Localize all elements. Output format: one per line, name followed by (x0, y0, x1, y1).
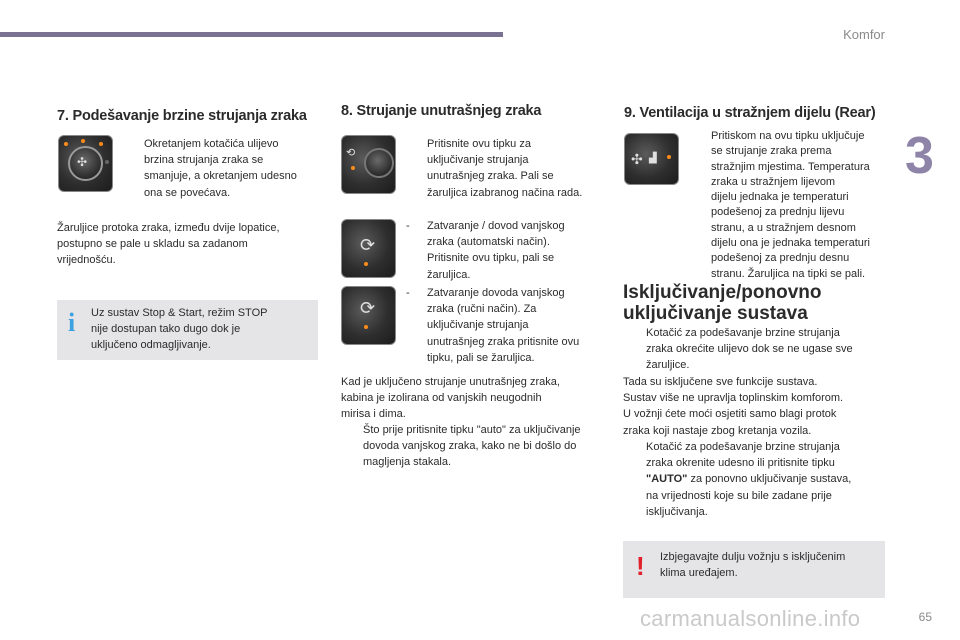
system-off-on-title: Isključivanje/ponovno uključivanje sustava (623, 282, 822, 324)
section-9-title: 9. Ventilacija u stražnjem dijelu (Rear) (624, 105, 876, 121)
info-icon: i (68, 308, 76, 337)
auto-recirculation-icon: ⟳ (360, 235, 376, 255)
warning-note-text: Izbjegavajte dulju vožnju s isključenim klima uređajem. (660, 551, 846, 580)
manual-recirculation-icon: ⟳ (360, 298, 376, 318)
recirculation-icon: ⟲ (346, 147, 356, 159)
rear-ventilation-button-image (624, 133, 679, 185)
section-9-item-text: Pritiskom na ovu tipku uključuje se strujanje zraka prema stražnjim mjestima. Temperatura zraka u stražnjem lijevom dijelu jednaka je temperaturi podešenoj za prednju lijevu stranu, a u stražnjem desnom dijelu ona je jednaka temperaturi podešenoj za prednju desnu stranu. Žaruljica na tipki se pali. (711, 130, 870, 280)
dash-marker: - (406, 220, 410, 232)
system-off-paragraph: Tada su isključene sve funkcije sustava. Sustav više ne upravlja toplinskim komforom. U vožnji ćete moći osjetiti samo blagi protok zraka koji nastaje zbog kretanja vozila. (623, 376, 844, 437)
section-8-item-2-text: Zatvaranje / dovod vanjskog zraka (automatski način). Pritisnite ovu tipku, pali se žaruljica. (427, 220, 565, 281)
recirculation-button-image (341, 135, 396, 194)
info-note-box (57, 300, 318, 360)
system-off-bullet-text: Kotačić za podešavanje brzine strujanja zraka okrećite ulijevo dok se ne ugase sve žaruljice. (646, 327, 853, 372)
chapter-number: 3 (905, 127, 934, 185)
header-accent-bar (0, 32, 503, 37)
section-8-item-1-text: Pritisnite ovu tipku za uključivanje strujanja unutrašnjeg zraka. Pali se žaruljica izabranog načina rada. (427, 138, 583, 199)
dash-marker: - (406, 287, 410, 299)
warning-note-box (623, 541, 885, 598)
section-7-paragraph: Žaruljice protoka zraka, između dvije lopatice, postupno se pale u skladu sa zadanom vrijednošću. (57, 222, 280, 267)
section-8-bullet-2-text: Što prije pritisnite tipku "auto" za uključivanje dovoda vanjskog zraka, kako ne bi došlo do magljenja stakala. (363, 424, 581, 469)
warning-icon: ! (636, 551, 645, 581)
info-note-text: Uz sustav Stop & Start, režim STOP nije dostupan tako dugo dok je uključeno odmagljivanje. (91, 307, 268, 352)
section-8-paragraph: Kad je uključeno strujanje unutrašnjeg zraka, kabina je izolirana od vanjskih neugodnih mirisa i dima. (341, 376, 560, 421)
fan-speed-dial-image (58, 135, 113, 192)
rear-seat-icon: ▟ (649, 153, 657, 164)
section-label: Komfor (843, 27, 885, 42)
section-8-title: 8. Strujanje unutrašnjeg zraka (341, 103, 542, 119)
section-7-bullet-text: Okretanjem kotačića ulijevo brzina strujanja zraka se smanjuje, a okretanjem udesno ona se povećava. (144, 138, 297, 199)
watermark: carmanualsonline.info (640, 606, 861, 631)
rear-fan-icon: ✣ (631, 151, 643, 167)
fan-icon: ✣ (77, 155, 88, 169)
page-number: 65 (918, 610, 932, 624)
manual-recirculation-button-image (341, 286, 396, 345)
auto-recirculation-button-image (341, 219, 396, 278)
system-on-bullet-text: Kotačić za podešavanje brzine strujanja zraka okrenite udesno ili pritisnite tipku "AUTO" za ponovno uključivanje sustava, na vrijednosti koje su bile zadane prije isključivanja. (646, 441, 852, 518)
section-7-title: 7. Podešavanje brzine strujanja zraka (57, 108, 307, 124)
auto-label: "AUTO" (646, 473, 688, 486)
section-8-item-3-text: Zatvaranje dovoda vanjskog zraka (ručni način). Za uključivanje strujanja unutrašnjeg zraka pritisnite ovu tipku, pali se žaruljica. (427, 287, 580, 364)
